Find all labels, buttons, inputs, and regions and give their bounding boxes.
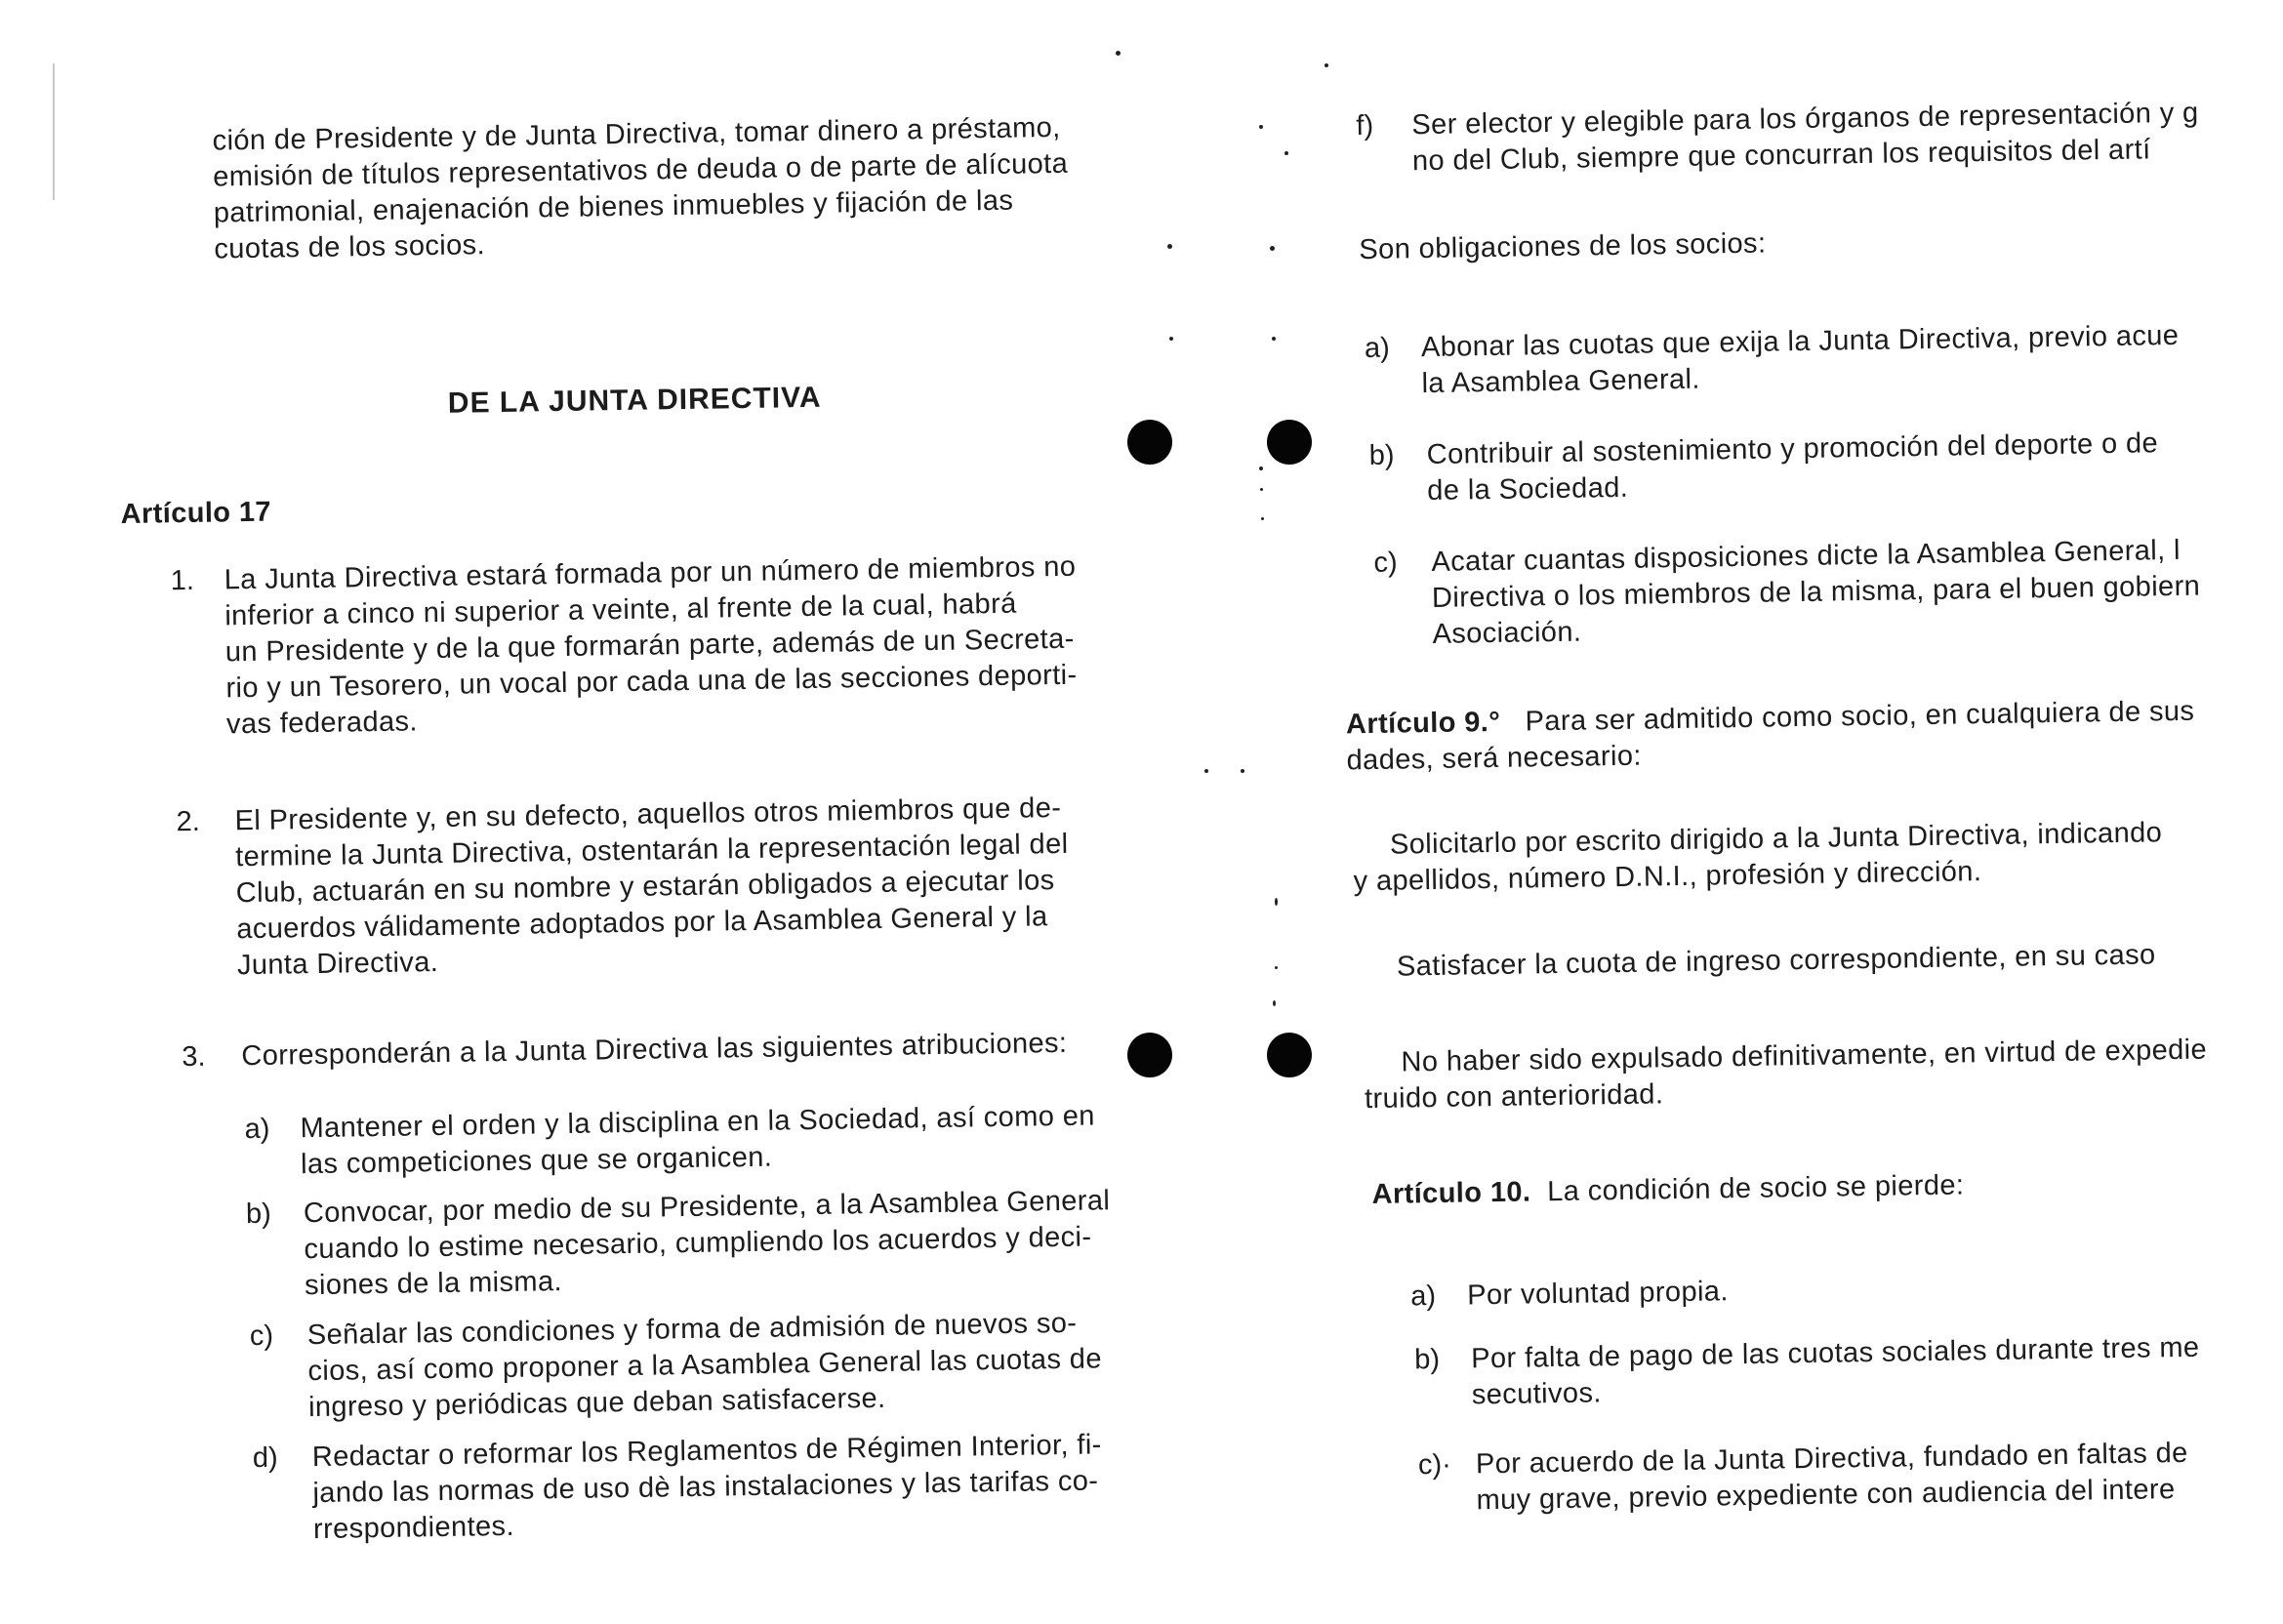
text-line: Acatar cuantas disposiciones dicte la Asamblea General, l	[1431, 534, 2181, 578]
text-line: siones de la misma.	[304, 1266, 563, 1302]
text-line: de la Sociedad.	[1427, 471, 1629, 508]
article-17-item-2	[234, 791, 1070, 984]
obligations-intro: Son obligaciones de los socios:	[1359, 227, 1767, 266]
intro-paragraph	[212, 110, 1069, 268]
text-line: Por falta de pago de las cuotas sociales durante tres me	[1471, 1331, 2200, 1375]
article-9	[1346, 694, 2195, 780]
item-letter: a)	[1410, 1279, 1437, 1313]
text-line: No haber sido expulsado definitivamente, en virtud de expedie	[1401, 1034, 2208, 1078]
text-line: Ser elector y elegible para los órganos de representación y g	[1411, 97, 2199, 142]
text-line: ingreso y periódicas que deban satisfacerse.	[307, 1382, 886, 1424]
text-line: muy grave, previo expediente con audiencia del intere	[1476, 1474, 2176, 1517]
text-line: Club, actuarán en su nombre y estarán obligados a ejecutar los	[235, 865, 1055, 910]
section-heading: DE LA JUNTA DIRECTIVA	[447, 381, 822, 420]
text-line: Junta Directiva.	[236, 947, 439, 982]
item-letter: c)·	[1417, 1448, 1452, 1482]
text-line: un Presidente y de la que formarán parte, además de un Secreta-	[224, 623, 1075, 669]
text-line: jando las normas de uso dè las instalaciones y las tarifas co-	[312, 1465, 1099, 1510]
text-line: Por acuerdo de la Junta Directiva, fundado en faltas de	[1475, 1437, 2188, 1481]
article-10-label: Artículo 10.	[1371, 1176, 1531, 1211]
item-number: 1.	[170, 564, 195, 597]
article-17-item-1	[224, 549, 1078, 744]
text-line: truido con anterioridad.	[1364, 1078, 1664, 1116]
item-letter: b)	[1368, 439, 1395, 471]
article-9-text: Para ser admitido como socio, en cualquiera de sus	[1525, 695, 2195, 738]
text-line: Contribuir al sostenimiento y promoción del deporte o de	[1426, 427, 2159, 471]
text-line: no del Club, siempre que concurran los requisitos del artí	[1411, 134, 2151, 178]
attribution-b	[304, 1183, 1112, 1304]
text-line: El Presidente y, en su defecto, aquellos otros miembros que de-	[234, 792, 1062, 837]
text-line: Por voluntad propia.	[1466, 1276, 1730, 1312]
text-line: inferior a cinco ni superior a veinte, al frente de la cual, habrá	[224, 588, 1017, 632]
requirement-3	[1364, 1033, 2208, 1118]
item-number: 2.	[176, 805, 201, 838]
text-line: Solicitarlo por escrito dirigido a la Junta Directiva, indicando	[1389, 817, 2163, 861]
attribution-d	[312, 1427, 1104, 1548]
text-line: cios, así como proponer a la Asamblea General las cuotas de	[307, 1343, 1103, 1388]
article-10-text: La condición de socio se pierde:	[1546, 1169, 1965, 1208]
article-17-item-3: Corresponderán a la Junta Directiva las siguientes atribuciones:	[241, 1027, 1068, 1073]
member-right-f	[1411, 96, 2199, 181]
obligation-c	[1431, 533, 2201, 653]
attribution-c	[307, 1305, 1103, 1426]
item-letter: b)	[1414, 1343, 1441, 1376]
attribution-a	[300, 1098, 1095, 1183]
loss-cause-b	[1471, 1330, 2200, 1414]
article-17-title: Artículo 17	[120, 496, 272, 531]
text-line: rrespondientes.	[312, 1510, 515, 1546]
text-line: la Asamblea General.	[1421, 363, 1701, 400]
subitem-letter: a)	[244, 1113, 270, 1146]
obligation-a	[1421, 318, 2180, 402]
text-line: Directiva o los miembros de la misma, para el buen gobiern	[1431, 570, 2201, 614]
text-line: rio y un Tesorero, un vocal por cada una de las secciones deporti-	[225, 659, 1078, 705]
text-line: Redactar o reformar los Reglamentos de Régimen Interior, fi-	[311, 1429, 1102, 1474]
loss-cause-c	[1476, 1436, 2189, 1519]
item-number: 3.	[182, 1040, 206, 1074]
text-line: La Junta Directiva estará formada por un número de miembros no	[224, 550, 1077, 596]
text-line: cuotas de los socios.	[214, 229, 486, 265]
requirement-2: Satisfacer la cuota de ingreso correspondiente, en su caso	[1396, 939, 2156, 983]
text-line: Mantener el orden y la disciplina en la Sociedad, así como en	[300, 1100, 1096, 1145]
text-line: cuando lo estime necesario, cumpliendo los acuerdos y deci-	[304, 1221, 1092, 1266]
text-line: Señalar las condiciones y forma de admisión de nuevos so-	[306, 1307, 1078, 1352]
text-line: secutivos.	[1471, 1377, 1603, 1411]
subitem-letter: c)	[249, 1320, 274, 1353]
text-line: acuerdos válidamente adoptados por la Asamblea General y la	[236, 901, 1048, 946]
subitem-letter: d)	[252, 1441, 278, 1475]
item-letter: c)	[1373, 547, 1398, 579]
article-10	[1371, 1167, 1964, 1213]
item-letter: a)	[1364, 332, 1391, 365]
text-line: Asociación.	[1432, 616, 1582, 650]
text-line: y apellidos, número D.N.I., profesión y dirección.	[1353, 856, 1982, 898]
article-9-label: Artículo 9.°	[1345, 706, 1501, 741]
text-line: las competiciones que se organicen.	[300, 1141, 773, 1181]
item-letter: f)	[1356, 109, 1374, 142]
text-line: Abonar las cuotas que exija la Junta Directiva, previo acue	[1420, 319, 2180, 364]
text-line: Convocar, por medio de su Presidente, a la Asamblea General	[303, 1185, 1111, 1230]
subitem-letter: b)	[245, 1198, 271, 1231]
text-line: ción de Presidente y de Junta Directiva, tomar dinero a préstamo,	[212, 111, 1061, 157]
text-line: patrimonial, enajenación de bienes inmuebles y fijación de las	[213, 184, 1014, 229]
requirement-1	[1353, 815, 2163, 900]
obligation-b	[1426, 426, 2158, 509]
loss-cause-a	[1467, 1274, 1729, 1314]
text-line: emisión de títulos representativos de deuda o de parte de alícuota	[212, 147, 1069, 193]
text-line: termine la Junta Directiva, ostentarán la representación legal del	[234, 828, 1069, 873]
right-page	[1242, 0, 2283, 1622]
text-line: dades, será necesario:	[1346, 740, 1643, 777]
text-line: vas federadas.	[225, 706, 419, 741]
